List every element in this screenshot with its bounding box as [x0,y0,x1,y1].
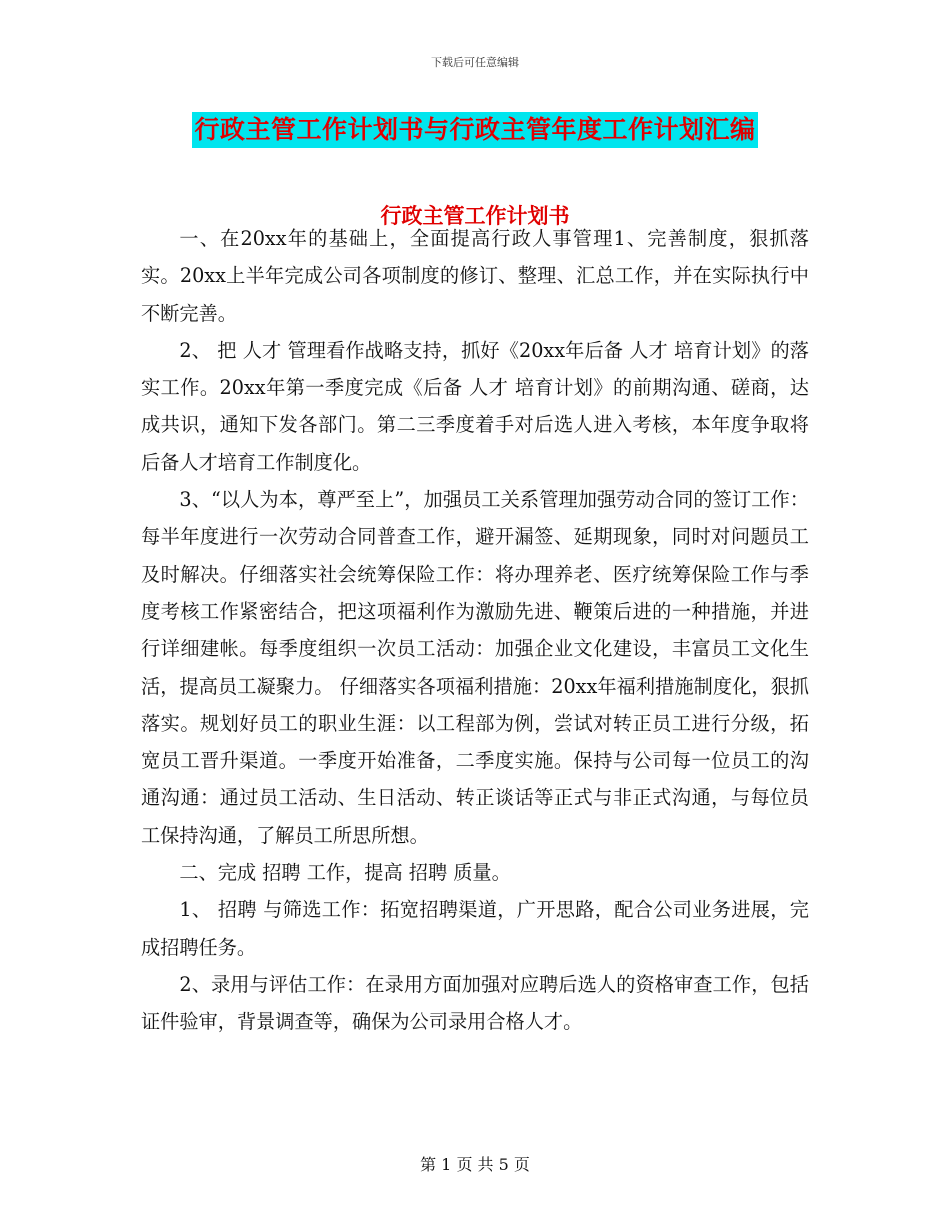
document-title-container [0,112,950,148]
header-note: 下载后可任意编辑 [431,56,519,69]
paragraph-4: 二、完成 招聘 工作，提高 招聘 质量。 [179,861,511,885]
paragraph-3: 3、“以人为本，尊严至上”，加强员工关系管理加强劳动合同的签订工作：每半年度进行一次劳动合同普查工作，避开漏签、延期现象，同时对问题员工及时解决。仔细落实社会统筹保险工作：将办理养老、医疗统筹保险工作与季度考核工作紧密结合，把这项福利作为激励先进、鞭策后进的一种措施，并进行详细建帐。每季度组织一次员工活动：加强企业文化建设，丰富员工文化生活，提高员工凝聚力。 仔细落实各项福利措施：20xx年福利措施制度化，狠抓落实。规划好员工的职业生涯：以工程部为例，尝试对转正员工进行分级，拓宽员工晋升渠道。一季度开始准备，二季度实施。保持与公司每一位员工的沟通沟通：通过员工活动、生日活动、转正谈话等正式与非正式沟通，与每位员工保持沟通，了解员工所思所想。 [141,488,809,847]
section-title: 行政主管工作计划书 [380,204,570,228]
document-body [141,220,809,1041]
page-footer: 第 1 页 共 5 页 [420,1155,530,1174]
paragraph-6: 2、录用与评估工作：在录用方面加强对应聘后选人的资格审查工作，包括证件验审，背景调查等，确保为公司录用合格人才。 [141,972,809,1034]
paragraph-2: 2、 把 人才 管理看作战略支持，抓好《20xx年后备 人才 培育计划》的落实工作。20xx年第一季度完成《后备 人才 培育计划》的前期沟通、磋商，达成共识，通知下发各部门。第二三季度着手对后选人进入考核，本年度争取将后备人才培育工作制度化。 [141,338,809,474]
paragraph-1: 一、在20xx年的基础上，全面提高行政人事管理1、完善制度，狠抓落实。20xx上半年完成公司各项制度的修订、整理、汇总工作，并在实际执行中不断完善。 [141,227,809,325]
document-title: 行政主管工作计划书与行政主管年度工作计划汇编 [192,112,757,148]
paragraph-5: 1、 招聘 与筛选工作：拓宽招聘渠道，广开思路，配合公司业务进展，完成招聘任务。 [141,898,809,959]
